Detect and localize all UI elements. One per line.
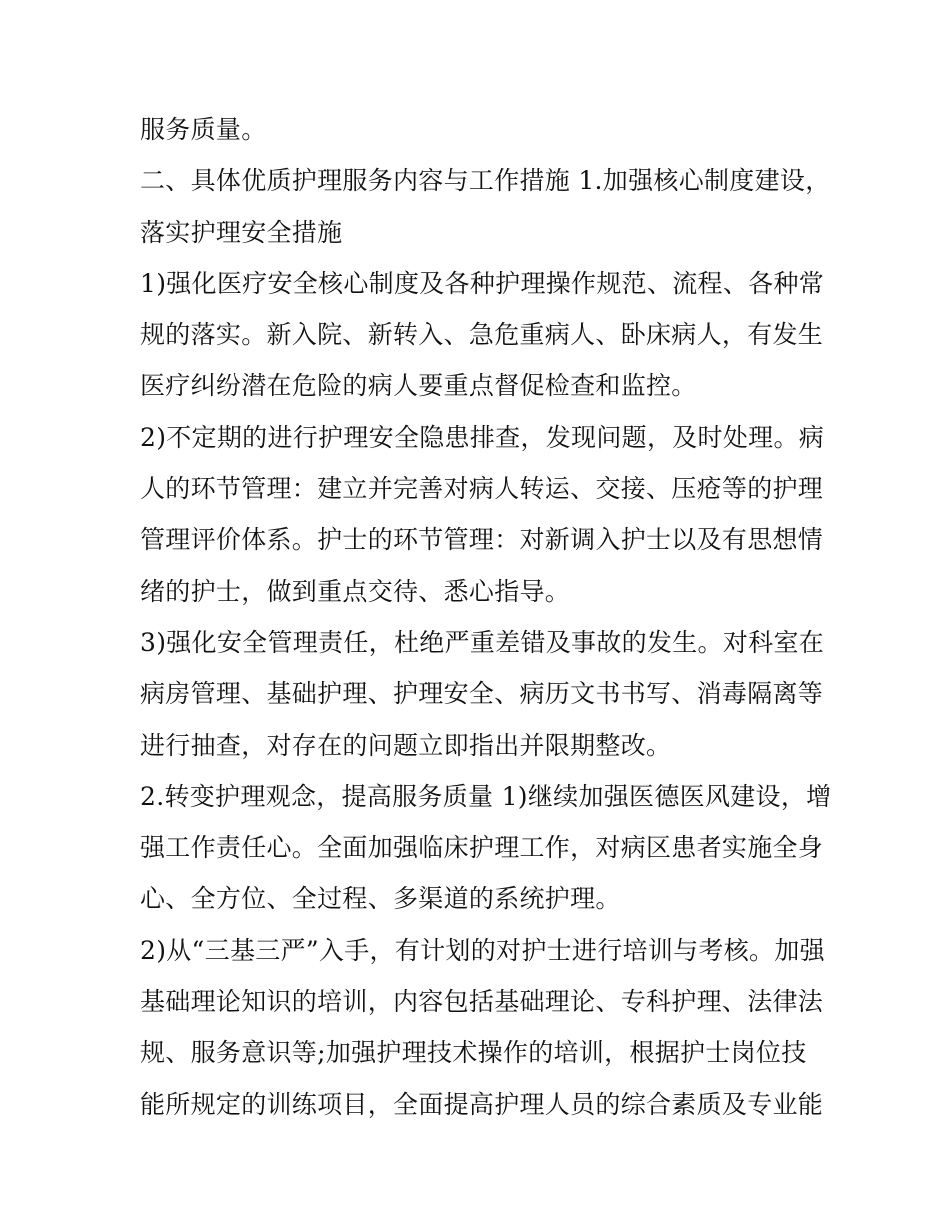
text-line: 二、具体优质护理服务内容与工作措施 1.加强核心制度建设， [140, 166, 831, 196]
text-line: 2)不定期的进行护理安全隐患排查，发现问题，及时处理。病 [140, 422, 825, 452]
text-line: 心、全方位、全过程、多渠道的系统护理。 [140, 884, 621, 914]
text-line: 病房管理、基础护理、护理安全、病历文书书写、消毒隔离等 [140, 679, 824, 709]
text-line: 管理评价体系。护士的环节管理：对新调入护士以及有思想情 [140, 525, 824, 555]
text-line: 绪的护士，做到重点交待、悉心指导。 [140, 576, 571, 606]
text-line: 人的环节管理：建立并完善对病人转运、交接、压疮等的护理 [140, 474, 824, 504]
text-line: 规的落实。新入院、新转入、急危重病人、卧床病人，有发生 [140, 320, 824, 350]
text-line: 落实护理安全措施 [140, 217, 343, 247]
text-line: 基础理论知识的培训，内容包括基础理论、专科护理、法律法 [140, 987, 824, 1017]
text-line: 2.转变护理观念，提高服务质量 1)继续加强医德医风建设，增 [140, 781, 832, 811]
text-line: 进行抽查，对存在的问题立即指出并限期整改。 [140, 730, 672, 760]
text-line: 规、服务意识等;加强护理技术操作的培训，根据护士岗位技 [140, 1038, 807, 1068]
text-line: 能所规定的训练项目，全面提高护理人员的综合素质及专业能 [140, 1089, 824, 1119]
text-line: 3)强化安全管理责任，杜绝严重差错及事故的发生。对科室在 [140, 627, 825, 657]
text-line: 2)从“三基三严”入手，有计划的对护士进行培训与考核。加强 [140, 935, 825, 965]
text-line: 1)强化医疗安全核心制度及各种护理操作规范、流程、各种常 [140, 268, 825, 298]
text-line: 服务质量。 [140, 115, 267, 144]
document-body [140, 108, 830, 1134]
text-line: 强工作责任心。全面加强临床护理工作，对病区患者实施全身 [140, 833, 824, 863]
text-line: 医疗纠纷潜在危险的病人要重点督促检查和监控。 [140, 371, 697, 401]
